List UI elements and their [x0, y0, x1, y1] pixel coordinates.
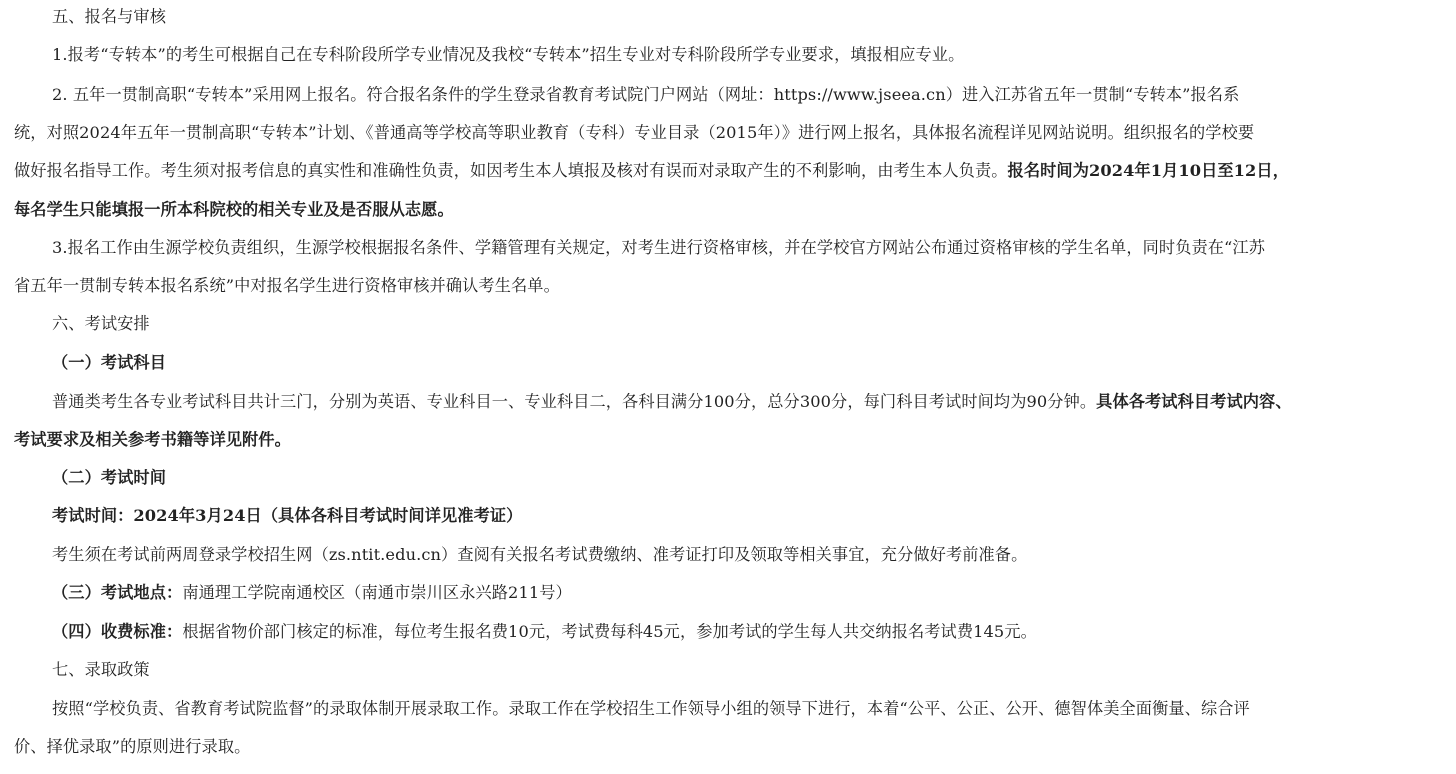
sec5-paragraph-2-line-2: 统，对照2024年五年一贯制高职“专转本”计划、《普通高等学校高等职业教育（专科）专业目录（2015年）》进行网上报名，具体报名流程详见网站说明。组织报名的学校要 — [14, 123, 1255, 142]
subsection-exam-time: （二）考试时间 — [52, 468, 167, 487]
sec5-paragraph-1: 1.报考“专转本”的考生可根据自己在专科阶段所学专业情况及我校“专转本”招生专业对专科阶段所学专业要求，填报相应专业。 — [52, 45, 965, 64]
exam-location-text: 南通理工学院南通校区（南通市崇川区永兴路211号） — [182, 583, 572, 602]
exam-subjects-line-1 — [52, 389, 1292, 415]
sec5-paragraph-2-line-3 — [14, 158, 1289, 184]
exam-subjects-normal-text: 普通类考生各专业考试科目共计三门，分别为英语、专业科目一、专业科目二，各科目满分100分，总分300分，每门科目考试时间均为90分钟。 — [52, 392, 1097, 411]
admission-policy-line-1: 按照“学校负责、省教育考试院监督”的录取体制开展录取工作。录取工作在学校招生工作领导小组的领导下进行，本着“公平、公正、公开、德智体美全面衡量、综合评 — [52, 699, 1250, 718]
exam-location-label: （三）考试地点： — [52, 583, 183, 602]
exam-subjects-bold-text: 具体各考试科目考试内容、 — [1096, 392, 1292, 411]
exam-time-statement: 考试时间：2024年3月24日（具体各科目考试时间详见准考证） — [52, 506, 523, 525]
fee-standard — [52, 619, 1037, 645]
registration-time-bold: 报名时间为2024年1月10日至12日， — [1007, 161, 1289, 180]
exam-subjects-line-2: 考试要求及相关参考书籍等详见附件。 — [14, 430, 291, 449]
fee-standard-text: 根据省物价部门核定的标准，每位考生报名费10元，考试费每科45元，参加考试的学生每人共交纳报名考试费145元。 — [182, 622, 1037, 641]
admission-policy-line-2: 价、择优录取”的原则进行录取。 — [14, 737, 251, 756]
fee-standard-label: （四）收费标准： — [52, 622, 183, 641]
sec5-paragraph-3-line-2: 省五年一贯制专转本报名系统”中对报名学生进行资格审核并确认考生名单。 — [14, 276, 560, 295]
subsection-exam-subjects: （一）考试科目 — [52, 353, 167, 372]
sec5-paragraph-2-line-4: 每名学生只能填报一所本科院校的相关专业及是否服从志愿。 — [14, 200, 454, 219]
sec5-p2-normal-text: 做好报名指导工作。考生须对报考信息的真实性和准确性负责，如因考生本人填报及核对有误而对录取产生的不利影响，由考生本人负责。 — [14, 161, 1008, 180]
exam-location — [52, 580, 572, 606]
section-7-heading: 七、录取政策 — [52, 660, 150, 679]
sec5-paragraph-2-line-1: 2. 五年一贯制高职“专转本”采用网上报名。符合报名条件的学生登录省教育考试院门户网站（网址：https://www.jseea.cn）进入江苏省五年一贯制“专转本”报名系 — [52, 85, 1240, 104]
exam-preparation-note: 考生须在考试前两周登录学校招生网（zs.ntit.edu.cn）查阅有关报名考试费缴纳、准考证打印及领取等相关事宜，充分做好考前准备。 — [52, 545, 1028, 564]
sec5-paragraph-3-line-1: 3.报名工作由生源学校负责组织，生源学校根据报名条件、学籍管理有关规定，对考生进行资格审核，并在学校官方网站公布通过资格审核的学生名单，同时负责在“江苏 — [52, 238, 1266, 257]
section-6-heading: 六、考试安排 — [52, 314, 150, 333]
section-5-heading: 五、报名与审核 — [52, 7, 167, 26]
